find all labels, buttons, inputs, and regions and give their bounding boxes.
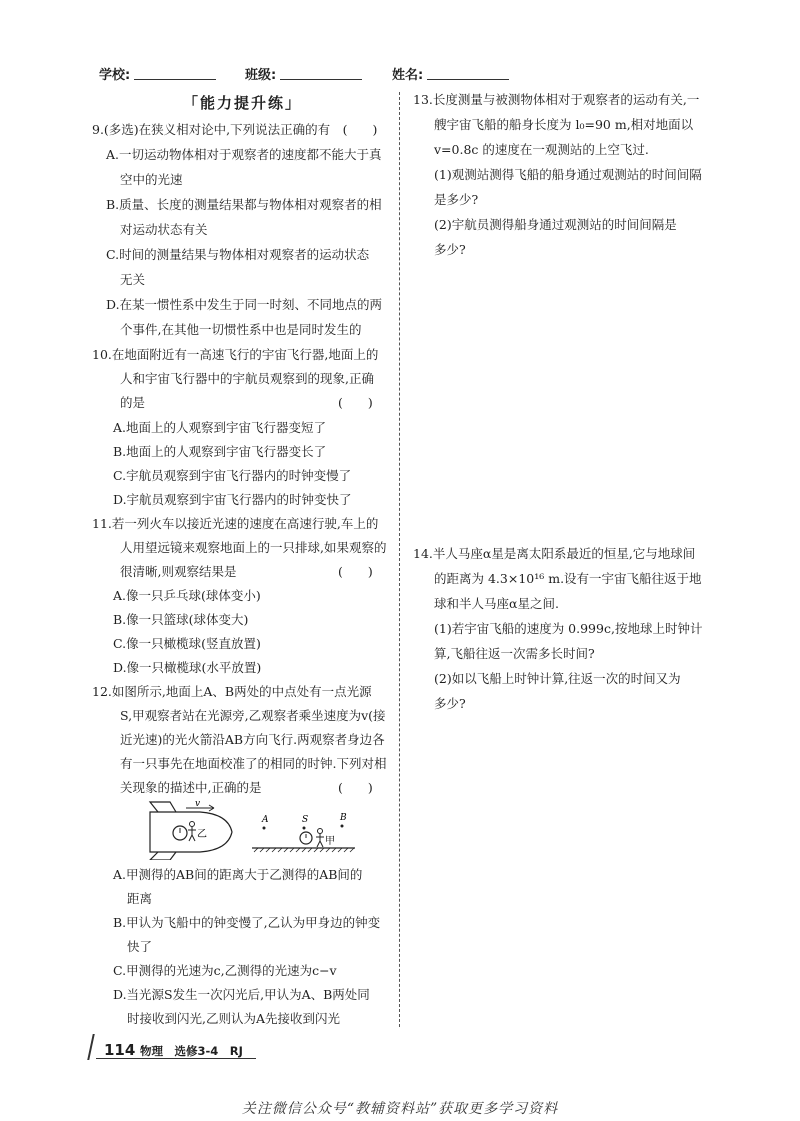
q14-line: 球和半人马座α星之间.	[434, 596, 559, 611]
q11-line: 11.若一列火车以接近光速的速度在高速行驶,车上的	[92, 516, 379, 531]
rocket-fin-bottom	[150, 852, 176, 860]
q11-option-d: D.像一只橄榄球(水平放置)	[113, 660, 262, 675]
point-a-label: A	[262, 815, 269, 825]
q14-line: 的距离为 4.3×10¹⁶ m.设有一宇宙飞船往返于地	[434, 571, 702, 586]
q10-option-b: B.地面上的人观察到宇宙飞行器变长了	[113, 444, 327, 459]
q13-subquestion-2: (2)宇航员测得船身通过观测站的时间间隔是	[434, 217, 677, 232]
q12-option-c: C.甲测得的光速为c,乙测得的光速为c−v	[113, 963, 337, 978]
observer-yi-label: 乙	[197, 829, 207, 840]
name-label: 姓名:	[392, 68, 424, 83]
point-b-marker	[341, 825, 344, 828]
q14-line: 多少?	[434, 696, 466, 711]
q13-line: 13.长度测量与被测物体相对于观察者的运动有关,一	[413, 92, 700, 107]
rocket-body	[150, 812, 232, 852]
class-label: 班级:	[245, 68, 277, 83]
q12-line: S,甲观察者站在光源旁,乙观察者乘坐速度为v(接	[120, 708, 386, 723]
q9-option-b: B.质量、长度的测量结果都与物体相对观察者的相	[106, 197, 382, 212]
q14-subquestion-1: (1)若宇宙飞船的速度为 0.999c,按地球上时钟计	[434, 621, 703, 636]
q13-subquestion-1: (1)观测站测得飞船的船身通过观测站的时间间隔	[434, 167, 702, 182]
q11-line: 人用望远镜来观察地面上的一只排球,如果观察的	[120, 540, 387, 555]
answer-bracket: ( )	[338, 395, 373, 410]
school-label: 学校:	[99, 68, 131, 83]
q10-option-c: C.宇航员观察到宇宙飞行器内的时钟变慢了	[113, 468, 352, 483]
name-blank	[427, 79, 509, 80]
q12-line: 近光速)的光火箭沿AB方向飞行.两观察者身边各	[120, 732, 385, 747]
light-source-label: S	[302, 815, 309, 825]
q14-subquestion-2: (2)如以飞船上时钟计算,往返一次的时间又为	[434, 671, 681, 686]
q12-option-d: D.当光源S发生一次闪光后,甲认为A、B两处同	[113, 987, 370, 1002]
subject-label: 物理 选修3-4 RJ	[140, 1044, 243, 1058]
q10-option-a: A.地面上的人观察到宇宙飞行器变短了	[113, 420, 327, 435]
q9-line: 对运动状态有关	[120, 222, 208, 237]
school-blank	[134, 79, 216, 80]
q14-line: 算,飞船往返一次需多长时间?	[434, 646, 595, 661]
q9-option-a: A.一切运动物体相对于观察者的速度都不能大于真	[106, 147, 382, 162]
class-blank	[280, 79, 362, 80]
q10-line: 10.在地面附近有一高速飞行的宇宙飞行器,地面上的	[92, 347, 379, 362]
q11-line: 很清晰,则观察结果是	[120, 564, 237, 579]
q12-line: 有一只事先在地面校准了的相同的时钟.下列对相	[120, 756, 387, 771]
rocket-fin-top	[150, 802, 176, 812]
q10-option-d: D.宇航员观察到宇宙飞行器内的时钟变快了	[113, 492, 352, 507]
q11-option-a: A.像一只乒乓球(球体变小)	[113, 588, 261, 603]
column-divider	[399, 92, 400, 1027]
observer-jia-label: 甲	[325, 836, 335, 847]
q13-line: 多少?	[434, 242, 466, 257]
answer-bracket: ( )	[338, 564, 373, 579]
q11-option-c: C.像一只橄榄球(竖直放置)	[113, 636, 261, 651]
q9-line: 无关	[120, 272, 146, 287]
q12-line: 关现象的描述中,正确的是	[120, 780, 262, 795]
q14-line: 14.半人马座α星是离太阳系最近的恒星,它与地球间	[413, 546, 696, 561]
q12-option-a: A.甲测得的AB间的距离大于乙测得的AB间的	[113, 867, 363, 882]
q10-line: 人和宇宙飞行器中的宇航员观察到的现象,正确	[120, 371, 374, 386]
q9-option-c: C.时间的测量结果与物体相对观察者的运动状态	[106, 247, 370, 262]
answer-bracket: ( )	[338, 780, 373, 795]
velocity-label: v	[195, 800, 201, 809]
q9-option-d: D.在某一惯性系中发生于同一时刻、不同地点的两	[106, 297, 383, 312]
person-icon	[318, 829, 323, 834]
light-source-marker	[303, 827, 306, 830]
footer-accent	[87, 1034, 95, 1060]
q10-line: 的是	[120, 395, 146, 410]
watermark-text: 关注微信公众号“教辅资料站”获取更多学习资料	[241, 1101, 559, 1117]
q13-line: v=0.8c 的速度在一观测站的上空飞过.	[434, 142, 649, 157]
page-number: 114	[104, 1041, 136, 1059]
point-b-label: B	[340, 813, 347, 823]
person-icon	[190, 822, 195, 827]
q9-line: 个事件,在其他一切惯性系中也是同时发生的	[120, 322, 362, 337]
q11-option-b: B.像一只篮球(球体变大)	[113, 612, 249, 627]
point-a-marker	[263, 827, 266, 830]
section-title: 「能力提升练」	[183, 94, 303, 112]
q9-line: 9.(多选)在狭义相对论中,下列说法正确的有 ( )	[92, 122, 378, 137]
q12-line: 时接收到闪光,乙则认为A先接收到闪光	[127, 1011, 341, 1026]
q9-line: 空中的光速	[120, 172, 183, 187]
q13-line: 是多少?	[434, 192, 479, 207]
q12-option-b: B.甲认为飞船中的钟变慢了,乙认为甲身边的钟变	[113, 915, 381, 930]
q12-line: 12.如图所示,地面上A、B两处的中点处有一点光源	[92, 684, 372, 699]
q12-line: 距离	[127, 891, 153, 906]
footer-rule	[96, 1058, 256, 1059]
rocket-figure	[140, 800, 360, 860]
q12-line: 快了	[127, 939, 153, 954]
q13-line: 艘宇宙飞船的船身长度为 l₀=90 m,相对地面以	[434, 117, 694, 132]
